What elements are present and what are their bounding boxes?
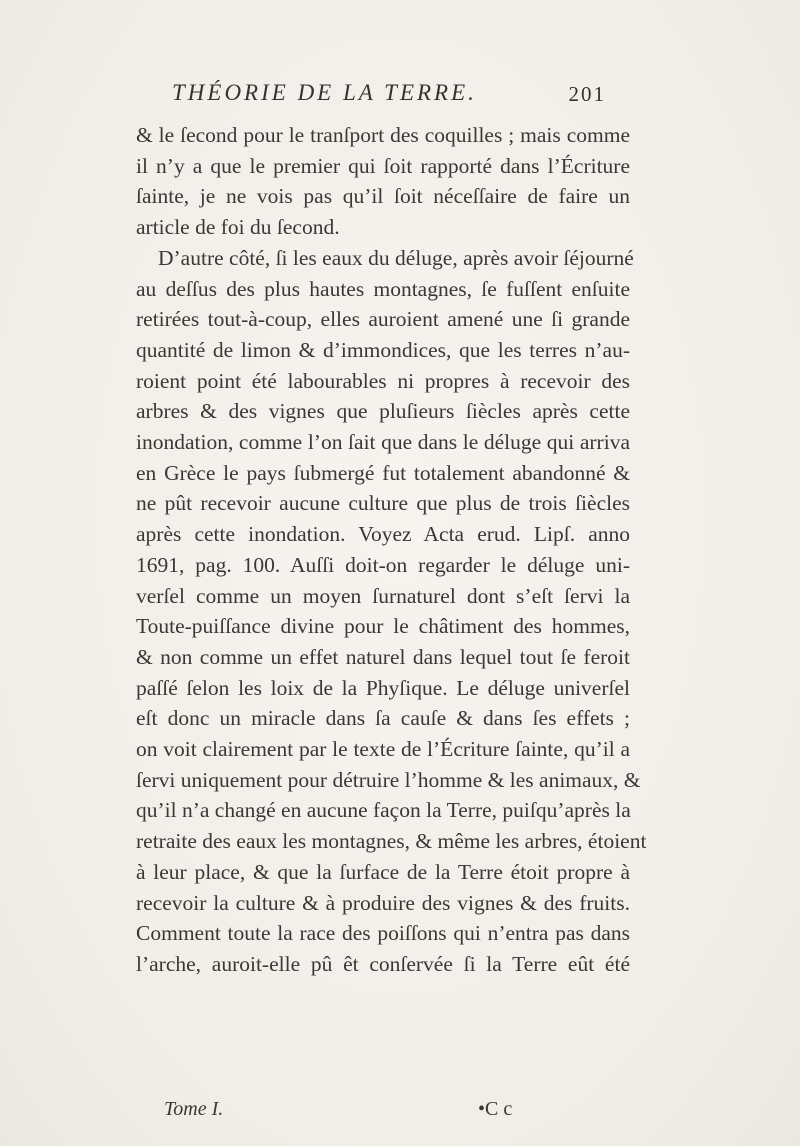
volume-label: Tome I. [164, 1098, 224, 1120]
text-line: arbres & des vignes que pluſieurs ſiècles après cette [136, 399, 630, 424]
text-line: & non comme un effet naturel dans lequel tout ſe feroit [136, 644, 630, 669]
text-line: il n’y a que le premier qui ſoit rapporté dans l’Écriture [136, 153, 630, 178]
text-line: ſainte, je ne vois pas qu’il ſoit néceſſaire de faire un [136, 184, 630, 209]
text-line: qu’il n’a changé en aucune façon la Terre, puiſqu’après la [136, 798, 631, 823]
text-line: roient point été labourables ni propres à recevoir des [136, 368, 630, 393]
body-text [136, 120, 647, 980]
text-line: on voit clairement par le texte de l’Écriture ſainte, qu’il a [136, 737, 630, 762]
text-line: Comment toute la race des poiſſons qui n’entra pas dans [136, 921, 630, 946]
text-line: à leur place, & que la ſurface de la Terre étoit propre à [136, 859, 630, 884]
running-title: THÉORIE DE LA TERRE. [172, 80, 477, 105]
text-line: ſervi uniquement pour détruire l’homme & les animaux, & [136, 767, 641, 792]
text-line: eſt donc un miracle dans ſa cauſe & dans ſes effets ; [136, 706, 630, 731]
text-line: D’autre côté, ſi les eaux du déluge, après avoir ſéjourné [158, 245, 634, 270]
text-line: retraite des eaux les montagnes, & même les arbres, étoient [136, 829, 647, 854]
page-footer [164, 1098, 524, 1128]
text-line: inondation, comme l’on ſait que dans le déluge qui arriva [136, 430, 630, 455]
text-line: paſſé ſelon les loix de la Phyſique. Le déluge univerſel [136, 675, 630, 700]
text-line: quantité de limon & d’immondices, que les terres n’au- [136, 337, 630, 362]
signature-mark: •C c [478, 1098, 513, 1120]
text-line: en Grèce le pays ſubmergé fut totalement abandonné & [136, 460, 630, 485]
text-line: & le ſecond pour le tranſport des coquilles ; mais comme [136, 123, 630, 147]
page-header [172, 80, 606, 114]
text-line: après cette inondation. Voyez Acta erud. Lipſ. anno [136, 522, 630, 547]
text-line: ne pût recevoir aucune culture que plus de trois ſiècles [136, 491, 630, 516]
text-line: au deſſus des plus hautes montagnes, ſe fuſſent enſuite [136, 276, 630, 301]
text-line: 1691, pag. 100. Auſſi doit-on regarder le déluge uni- [136, 552, 630, 577]
text-line: article de foi du ſecond. [136, 215, 340, 240]
text-line: recevoir la culture & à produire des vignes & des fruits. [136, 890, 630, 915]
text-line: verſel comme un moyen ſurnaturel dont s’eſt ſervi la [136, 583, 630, 608]
text-line: retirées tout-à-coup, elles auroient amené une ſi grande [136, 307, 630, 332]
text-line: l’arche, auroit-elle pû êt conſervée ſi la Terre eût été [136, 951, 630, 976]
page-number: 201 [568, 82, 606, 106]
text-line: Toute-puiſſance divine pour le châtiment des hommes, [136, 614, 630, 639]
